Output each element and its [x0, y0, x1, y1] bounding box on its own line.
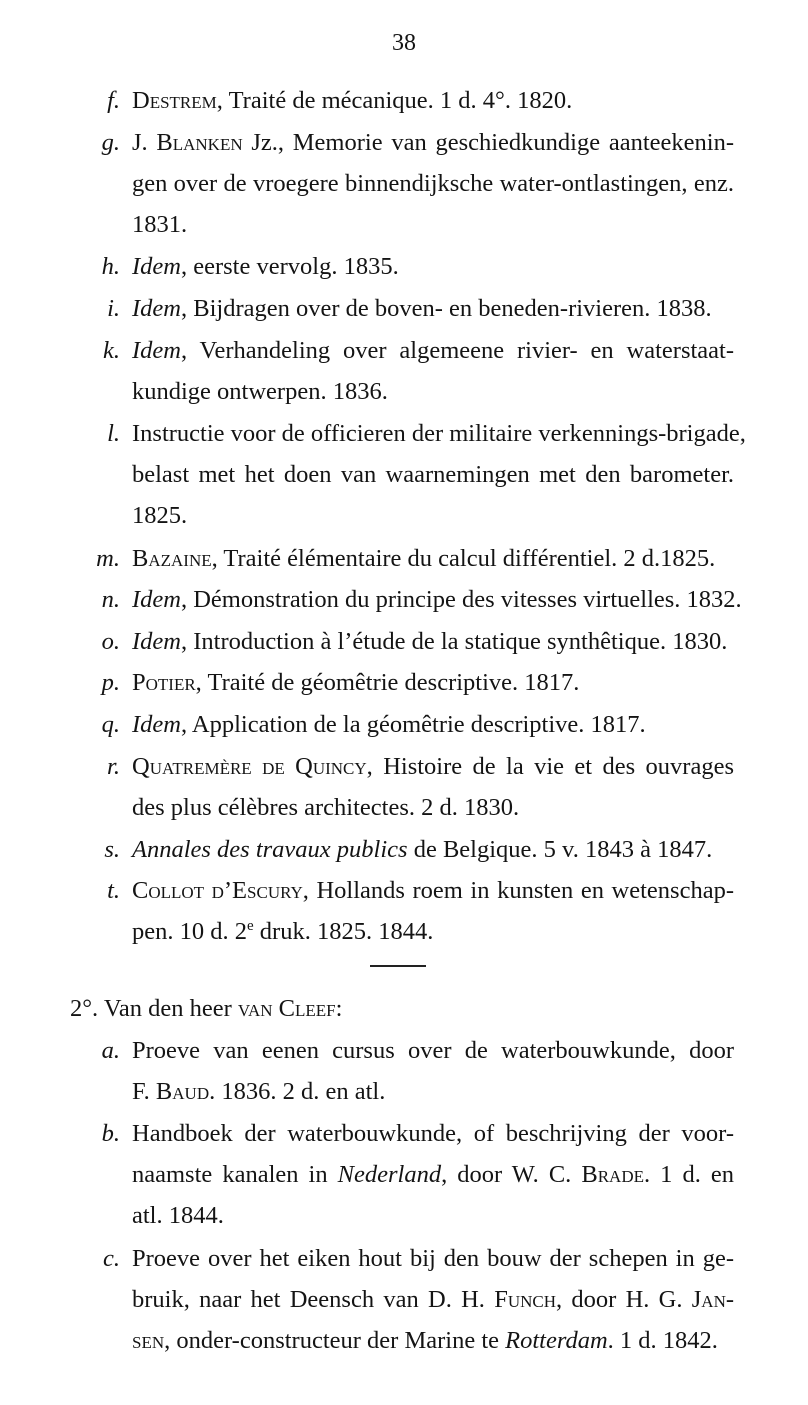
text-run: Idem [132, 711, 181, 738]
text-run: , Traité de géomêtrie descriptive. 1817. [195, 669, 580, 697]
entry-line [132, 1195, 734, 1236]
text-run: , door W. C. [441, 1161, 582, 1189]
text-run: van Cleef [237, 995, 336, 1022]
entry-letter: k. [103, 336, 120, 364]
entry-line [132, 330, 734, 371]
entry-letter: l. [107, 419, 120, 447]
entry-letter: g. [101, 128, 120, 156]
entry-letter: c. [103, 1245, 120, 1272]
entry-line [132, 163, 734, 204]
text-run: Nederland [337, 1161, 442, 1189]
text-run: . 1 d. 1842. [607, 1327, 718, 1354]
entry-letter: m. [96, 544, 120, 572]
text-run: Handboek der waterbouwkunde, of beschrijving der voor- [132, 1120, 734, 1148]
text-run: Quatremère de Quincy [132, 752, 367, 780]
text-run: , Bijdragen over de boven- en beneden-rivieren. 1838. [180, 295, 712, 322]
page-number: 38 [392, 30, 416, 56]
entry-letter: s. [104, 835, 120, 863]
entry-line [132, 80, 734, 121]
text-run: bruik, naar het Deensch van D. H. [132, 1286, 495, 1313]
text-run: , Histoire de la vie et des ouvrages [366, 752, 734, 780]
text-run: Proeve over het eiken hout bij den bouw der schepen in ge- [132, 1245, 734, 1272]
entry-line [132, 454, 734, 495]
entry-letter: q. [101, 711, 120, 738]
text-run: Jan- [691, 1286, 735, 1313]
text-run: druk. 1825. 1844. [253, 918, 434, 946]
text-run: Proeve van eenen cursus over de waterbouwkunde, door [132, 1037, 734, 1064]
entry-letter: r. [107, 752, 120, 780]
text-run: des plus célèbres architectes. 2 d. 1830. [132, 793, 520, 821]
text-run: Brade [581, 1161, 644, 1189]
text-run: , Hollands roem in kunsten en wetenschap- [302, 877, 734, 905]
entry-line [132, 746, 734, 787]
text-run: Idem [132, 336, 181, 364]
entry-letter: f. [107, 87, 120, 114]
text-run: 1825. [132, 501, 188, 529]
entry-letter: i. [107, 295, 120, 322]
entry-letter: p. [101, 669, 120, 697]
text-run: , eerste vervolg. 1835. [180, 253, 399, 281]
entry-text [132, 538, 734, 579]
text-run: F. [132, 1078, 156, 1105]
entry-line [132, 204, 734, 245]
text-run: gen over de vroegere binnendijksche water-ontlastingen, enz. [132, 169, 734, 197]
entry-letter: n. [101, 586, 120, 614]
text-run: Destrem [132, 87, 217, 114]
entry-line [132, 1320, 734, 1361]
text-run: Idem [132, 253, 181, 281]
text-run: Instructie voor de officieren der militaire verkennings-brigade, [132, 419, 746, 447]
entry-text [132, 704, 734, 745]
text-run: Annales des travaux publics [132, 835, 408, 863]
text-run: , onder-constructeur der Marine te [164, 1327, 506, 1354]
entry-line [132, 579, 742, 620]
text-run: Idem [132, 627, 181, 655]
text-run: . 1836. 2 d. en atl. [209, 1078, 386, 1105]
text-run: kundige ontwerpen. 1836. [132, 377, 388, 405]
entry-line [132, 1113, 734, 1154]
text-run: Idem [132, 586, 181, 614]
text-run: Rotterdam [505, 1327, 608, 1354]
entry-line [132, 829, 734, 870]
text-run: Potier [132, 669, 196, 697]
text-run: atl. 1844. [132, 1202, 224, 1230]
entry-line [132, 288, 734, 329]
text-run: , Introduction à l’étude de la statique synthêtique. 1830. [180, 627, 728, 655]
text-run: naamste kanalen in [132, 1161, 338, 1189]
text-run: . 1 d. en [643, 1161, 735, 1189]
text-run: Baud [155, 1078, 210, 1105]
entry-line [132, 413, 746, 454]
text-run: , Application de la géomêtrie descriptive. 1817. [180, 711, 646, 738]
entry-line [132, 495, 734, 536]
entry-line [132, 621, 734, 662]
text-run: pen. 10 d. 2 [132, 918, 247, 946]
entry-text [132, 330, 734, 412]
entry-letter: h. [101, 253, 120, 281]
entry-letter: o. [101, 627, 120, 655]
text-run: 2°. Van den heer [70, 995, 238, 1022]
entry-text [132, 413, 746, 536]
entry-line [132, 1030, 734, 1071]
text-run: Bazaine [132, 544, 212, 572]
text-run: , Verhandeling over algemeene rivier- en waterstaat- [180, 336, 734, 364]
text-run: Jz., Memorie van geschiedkundige aanteekenin- [242, 128, 734, 156]
entry-letter: a. [101, 1037, 120, 1064]
text-run: : [335, 995, 343, 1022]
entry-text [132, 870, 734, 952]
entry-text [132, 579, 742, 620]
entry-line [132, 1071, 734, 1112]
entry-line [132, 704, 734, 745]
entry-text [132, 829, 734, 870]
entry-text [132, 246, 734, 287]
entry-text [132, 746, 734, 828]
entry-line [132, 870, 734, 911]
entry-text [132, 122, 734, 245]
text-run: Funch [494, 1286, 556, 1313]
entry-line [132, 371, 734, 412]
text-run: Collot d’Escury [132, 877, 303, 905]
entry-text [132, 1238, 734, 1361]
entry-line [132, 1279, 734, 1320]
entry-line [132, 911, 734, 952]
text-run: , Traité de mécanique. 1 d. 4°. 1820. [216, 87, 573, 114]
entry-line [132, 1154, 734, 1195]
entry-line [132, 246, 734, 287]
entry-line [132, 662, 734, 703]
entry-text [132, 662, 734, 703]
entry-letter: t. [107, 877, 120, 905]
text-run: sen [132, 1327, 165, 1354]
text-run: , door H. G. [556, 1286, 692, 1313]
entry-line [132, 787, 734, 828]
text-run: Blanken [156, 128, 243, 156]
text-run: 1831. [132, 210, 188, 238]
entry-text [132, 288, 734, 329]
entry-line [132, 1238, 734, 1279]
text-run: , Traité élémentaire du calcul différentiel. 2 d.1825. [211, 544, 716, 572]
section-divider [370, 965, 426, 967]
text-run: belast met het doen van waarnemingen met den barometer. [132, 460, 734, 488]
entry-line [132, 122, 734, 163]
section-heading [70, 988, 342, 1029]
entry-text [132, 1113, 734, 1236]
text-run: J. [132, 128, 157, 156]
text-run: Idem [132, 295, 181, 322]
entry-text [132, 621, 734, 662]
entry-text [132, 1030, 734, 1112]
text-run: , Démonstration du principe des vitesses virtuelles. 1832. [180, 586, 742, 614]
entry-text [132, 80, 734, 121]
entry-letter: b. [101, 1120, 120, 1148]
text-run: e [247, 918, 254, 935]
text-run: de Belgique. 5 v. 1843 à 1847. [407, 835, 713, 863]
entry-line [132, 538, 734, 579]
